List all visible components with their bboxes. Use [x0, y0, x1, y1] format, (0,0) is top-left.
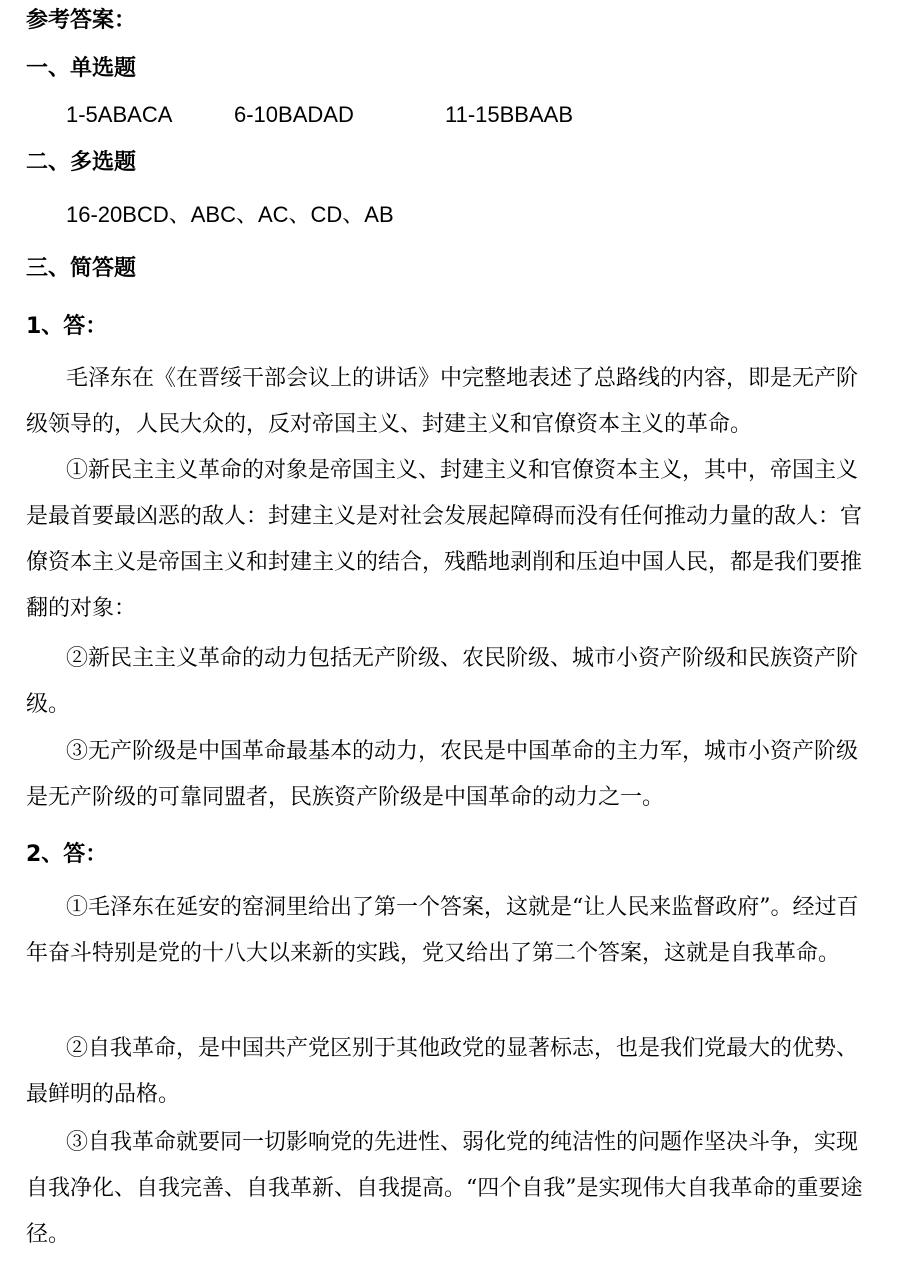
answer-group-11-15: 11-15BBAAB	[445, 102, 574, 127]
section-heading-multiple-choice: 二、多选题	[26, 150, 137, 175]
q1-paragraph-2: ①新民主主义革命的对象是帝国主义、封建主义和官僚资本主义，其中，帝国主义是最首要最凶恶的敌人：封建主义是对社会发展起障碍而没有任何推动力量的敌人：官僚资本主义是帝国主义和封建主义的结合，残酷地剥削和压迫中国人民，都是我们要推翻的对象：	[26, 458, 863, 621]
q1-paragraph-4: ③无产阶级是中国革命最基本的动力，农民是中国革命的主力军，城市小资产阶级是无产阶级的可靠同盟者，民族资产阶级是中国革命的动力之一。	[26, 739, 859, 810]
multiple-choice-answers: 16-20BCD、ABC、AC、CD、AB	[66, 202, 394, 227]
question-2-label: 2、答：	[26, 842, 108, 867]
q2-paragraph-1: ①毛泽东在延安的窑洞里给出了第一个答案，这就是“让人民来监督政府”。经过百年奋斗特别是党的十八大以来新的实践，党又给出了第二个答案，这就是自我革命。	[26, 895, 859, 966]
q2-paragraph-3: ③自我革命就要同一切影响党的先进性、弱化党的纯洁性的问题作坚决斗争，实现自我净化、自我完善、自我革新、自我提高。“四个自我”是实现伟大自我革命的重要途径。	[26, 1130, 863, 1247]
section-heading-short-answer: 三、简答题	[26, 256, 137, 281]
answer-group-6-10: 6-10BADAD	[234, 102, 354, 127]
page-title: 参考答案：	[26, 8, 137, 33]
question-1-label: 1、答：	[26, 314, 108, 339]
section-heading-single-choice: 一、单选题	[26, 56, 137, 81]
q1-paragraph-1: 毛泽东在《在晋绥干部会议上的讲话》中完整地表述了总路线的内容，即是无产阶级领导的，人民大众的，反对帝国主义、封建主义和官僚资本主义的革命。	[26, 366, 859, 437]
q2-paragraph-2: ②自我革命，是中国共产党区别于其他政党的显著标志，也是我们党最大的优势、最鲜明的品格。	[26, 1036, 859, 1107]
answer-group-1-5: 1-5ABACA	[66, 102, 173, 127]
q1-paragraph-3: ②新民主主义革命的动力包括无产阶级、农民阶级、城市小资产阶级和民族资产阶级。	[26, 646, 859, 717]
